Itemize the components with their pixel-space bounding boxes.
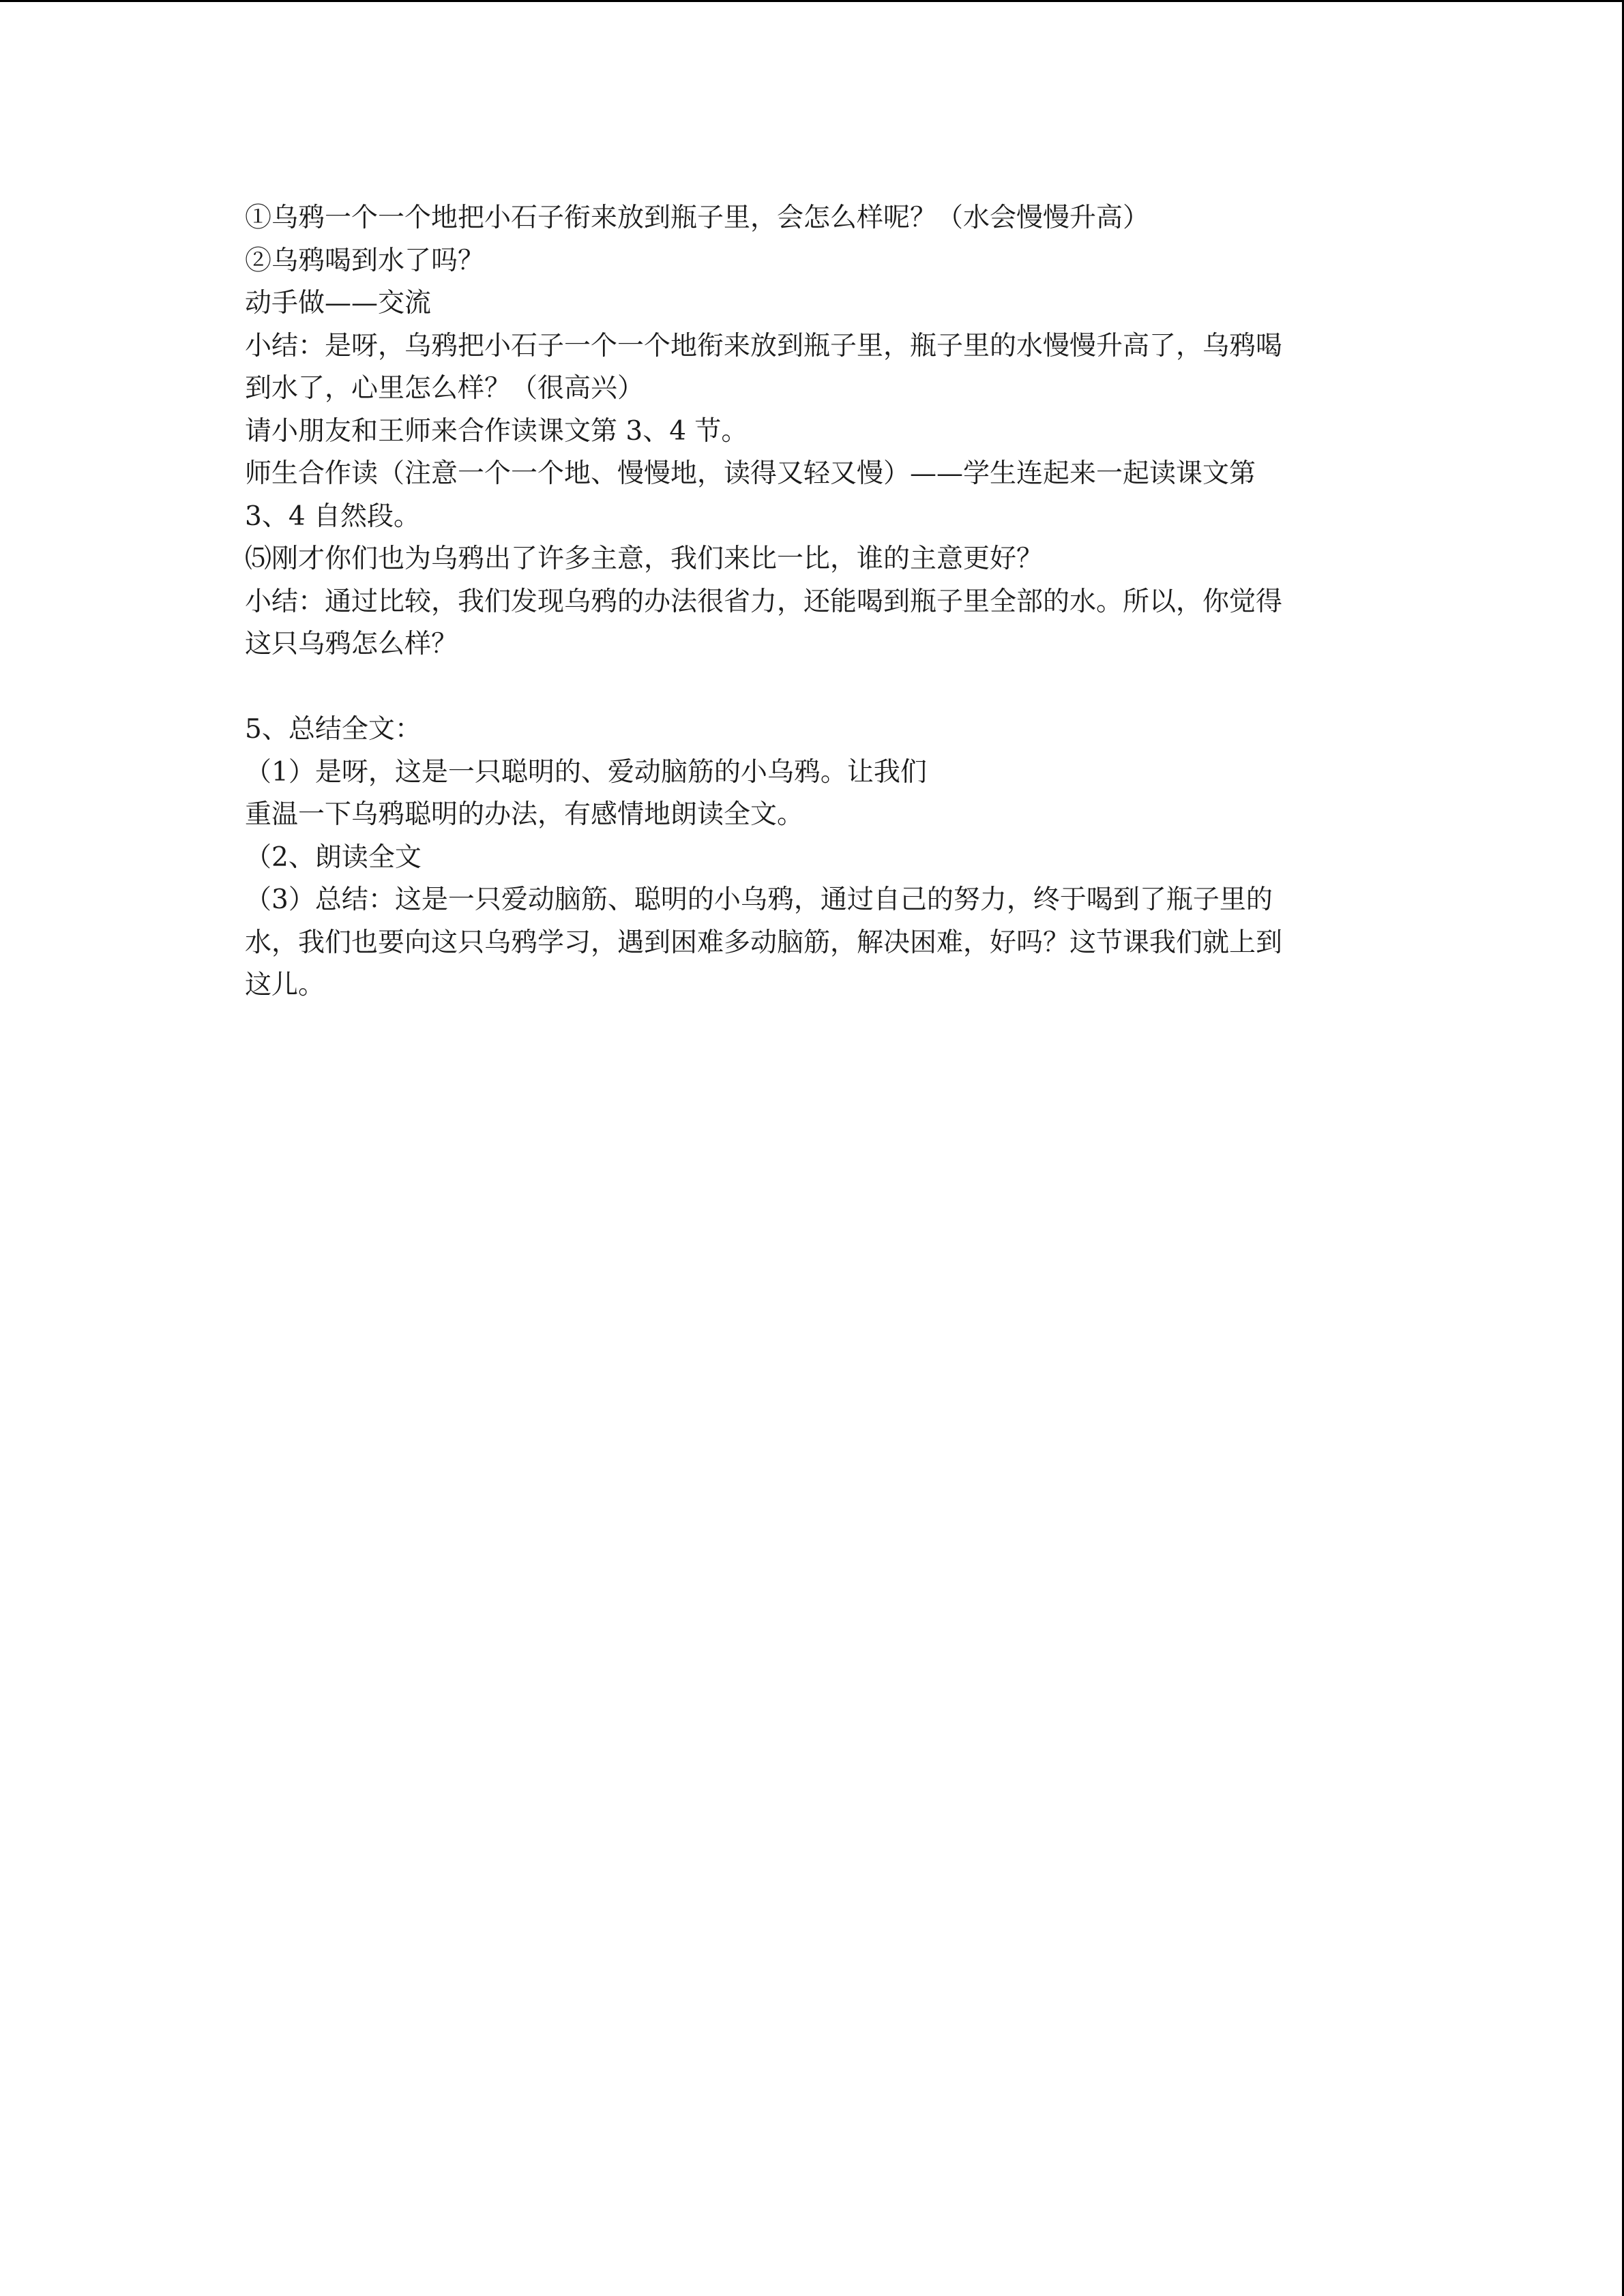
text-line: 到水了，心里怎么样？（很高兴）	[245, 373, 645, 404]
text-line: 3、4 自然段。	[245, 501, 421, 532]
text-line: 师生合作读（注意一个一个地、慢慢地，读得又轻又慢）——学生连起来一起读课文第	[245, 458, 1256, 489]
text-line: 水，我们也要向这只乌鸦学习，遇到困难多动脑筋，解决困难，好吗？这节课我们就上到	[245, 927, 1283, 958]
text-line: 小结：通过比较，我们发现乌鸦的办法很省力，还能喝到瓶子里全部的水。所以，你觉得	[245, 586, 1283, 617]
text-line: 这儿。	[245, 970, 325, 1000]
text-line: ①乌鸦一个一个地把小石子衔来放到瓶子里，会怎么样呢？（水会慢慢升高）	[245, 203, 1150, 233]
text-line: ②乌鸦喝到水了吗？	[245, 245, 485, 276]
section-heading: 5、总结全文：	[245, 714, 422, 745]
text-line: （2、朗读全文	[245, 841, 422, 873]
document-body	[245, 197, 1377, 1007]
text-line: （3）总结：这是一只爱动脑筋、聪明的小乌鸦，通过自己的努力，终于喝到了瓶子里的	[245, 884, 1273, 915]
text-line: 这只乌鸦怎么样？	[245, 629, 458, 659]
text-line: （1）是呀，这是一只聪明的、爱动脑筋的小乌鸦。让我们	[245, 756, 927, 788]
text-line: 重温一下乌鸦聪明的办法，有感情地朗读全文。	[245, 799, 804, 830]
text-line: ⑸刚才你们也为乌鸦出了许多主意，我们来比一比，谁的主意更好？	[245, 543, 1044, 574]
text-line: 小结：是呀，乌鸦把小石子一个一个地衔来放到瓶子里，瓶子里的水慢慢升高了，乌鸦喝	[245, 330, 1283, 361]
text-line: 动手做——交流	[245, 288, 432, 318]
text-line: 请小朋友和王师来合作读课文第 3、4 节。	[245, 415, 748, 447]
blank-line	[245, 666, 1377, 709]
